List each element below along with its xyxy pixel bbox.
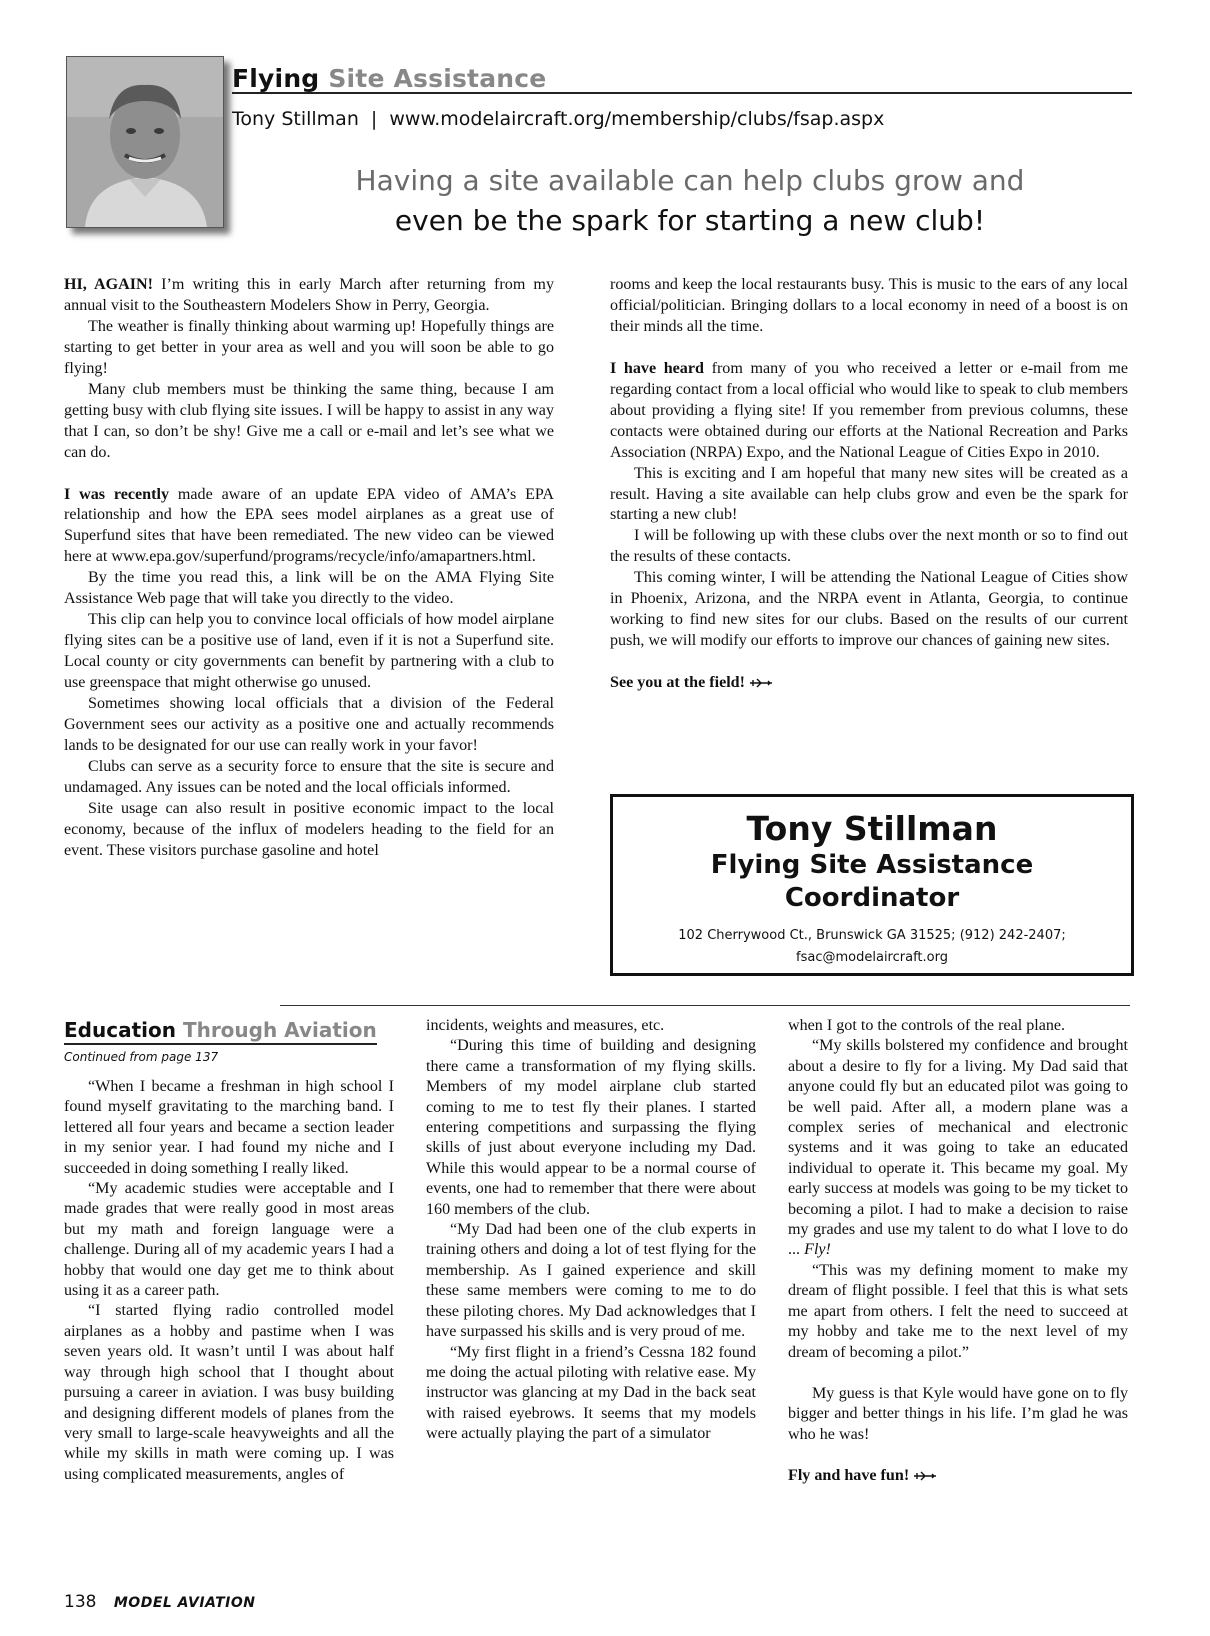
paragraph — [610, 359, 1128, 464]
author-photo — [66, 56, 224, 228]
paragraph: By the time you read this, a link will be on the AMA Flying Site Assistance Web page that will take you directly to the video. — [64, 569, 554, 608]
paragraph: I will be following up with these clubs over the next month or so to find out the results of these contacts. — [610, 527, 1128, 566]
paragraph-lead: HI, AGAIN! — [64, 276, 154, 293]
contact-address: 102 Cherrywood Ct., Brunswick GA 31525; (912) 242-2407; — [678, 928, 1066, 943]
paragraph: “My first flight in a friend’s Cessna 182 found me doing the actual piloting with relative ease. My instructor was glancing at my Dad in the back seat with raised eyebrows. It seems that my models were actually playing the part of a simulator — [426, 1343, 756, 1443]
column-url: www.modelaircraft.org/membership/clubs/fsap.aspx — [389, 108, 885, 130]
education-title-dark: Education — [64, 1018, 176, 1042]
paragraph: Sometimes showing local officials that a division of the Federal Government sees our activity as a positive one and actually recommends lands to be designated for our use can really work in your favor! — [64, 695, 554, 754]
paragraph: Many club members must be thinking the same thing, because I am getting busy with club flying site issues. I will be happy to assist in any way that I can, so don’t be shy! Give me a call or e-mail and let’s see what we can do. — [64, 380, 554, 461]
paragraph: “I started flying radio controlled model airplanes as a hobby and pastime when I was seven years old. It wasn’t until I was about half way through high school that I thought about pursuing a career in aviation. I was busy building and designing different models of planes from the very small to large-scale heavyweights and all the while my skills in math were coming up. I was using complicated measurements, angles of — [64, 1302, 394, 1483]
paragraph: “During this time of building and designing there came a transformation of my flying skills. Members of my model airplane club started coming to me to test fly their planes. I started entering competitions and surpassing the flying skills of just about everyone including my Dad. While this would appear to be a normal course of events, one had to remember that there were about 160 members of the club. — [426, 1037, 756, 1218]
contact-title-line2: Coordinator — [784, 883, 960, 913]
airplane-icon — [913, 1471, 937, 1481]
column-title-dark: Flying — [232, 64, 320, 93]
signoff — [788, 1466, 1128, 1486]
airplane-icon — [749, 678, 773, 688]
paragraph-text: from many of you who received a letter or e-mail from me regarding contact from a local official who would like to speak to club members about providing a flying site! If you remember from previous columns, these contacts were obtained during our efforts at the National Recreation and Parks Association (NRPA) Expo, and the National League of Cities Expo in 2010. — [610, 359, 1128, 461]
paragraph: This is exciting and I am hopeful that many new sites will be created as a result. Having a site available can help clubs grow and even be the spark for starting a new club! — [610, 464, 1128, 524]
paragraph: “When I became a freshman in high school I found myself gravitating to the marching band. I lettered all four years and became a section leader in my senior year. I had found my niche and I succeeded in doing something I really liked. — [64, 1078, 394, 1177]
education-title-gray: Through Aviation — [182, 1018, 377, 1042]
education-column-1 — [64, 1077, 394, 1485]
contact-box — [610, 794, 1134, 976]
paragraph: “This was my defining moment to make my dream of flight possible. I feel that this is what sets me apart from others. I felt the need to succeed at my hobby and take me to the next level of my dream of becoming a pilot.” — [788, 1261, 1128, 1361]
paragraph-italic: Fly! — [804, 1241, 831, 1259]
paragraph-text: I’m writing this in early March after returning from my annual visit to the Southeastern Modelers Show in Perry, Georgia. — [64, 276, 554, 314]
tagline-line1: Having a site available can help clubs grow and — [355, 164, 1025, 197]
paragraph — [64, 275, 554, 317]
tagline-line2: even be the spark for starting a new club! — [394, 204, 986, 237]
paragraph-text: made aware of an update EPA video of AMA’s EPA relationship and how the EPA sees model airplanes as a great use of Superfund sites that have been remediated. The new video can be viewed here at www.epa.gov/superfund/programs/recycle/info/amapartners.html. — [64, 485, 555, 566]
contact-email: fsac@modelaircraft.org — [796, 950, 948, 965]
paragraph — [64, 485, 554, 569]
magazine-name: MODEL AVIATION — [113, 1595, 256, 1611]
article-right-column — [610, 275, 1128, 694]
author-name: Tony Stillman — [232, 108, 359, 130]
header-rule — [232, 92, 1132, 94]
paragraph: when I got to the controls of the real plane. — [788, 1017, 1066, 1034]
paragraph-lead: I was recently — [64, 485, 170, 503]
contact-name: Tony Stillman — [746, 809, 998, 848]
paragraph: “My Dad had been one of the club experts in training others and doing a lot of test flying for the membership. As I gained experience and skill these same members were coming to me to do these piloting chores. My Dad acknowledges that I have surpassed his skills and is very proud of me. — [426, 1221, 756, 1341]
education-column-3 — [788, 1016, 1128, 1486]
paragraph — [788, 1036, 1128, 1260]
page-footer — [64, 1592, 255, 1612]
contact-title-line1: Flying Site Assistance — [710, 850, 1034, 880]
column-title — [232, 64, 546, 93]
page-number: 138 — [64, 1592, 97, 1612]
paragraph-text: “My skills bolstered my confidence and brought about a desire to fly for a living. My Dad said that anyone could fly but an educated pilot was going to be well paid. After all, a modern plane was a complex series of mechanical and electronic systems and it was going to take an educated individual to operate it. This became my goal. My early success at models was going to be my ticket to becoming a pilot. I had to make a decision to raise my grades and use my talent to do what I love to do ... — [788, 1037, 1128, 1259]
paragraph: rooms and keep the local restaurants busy. This is music to the ears of any local official/politician. Bringing dollars to a local economy in need of a boost is on their minds all the time. — [610, 276, 1128, 335]
paragraph: My guess is that Kyle would have gone on to fly bigger and better things in his life. I’m glad he was who he was! — [788, 1384, 1128, 1443]
paragraph: Site usage can also result in positive economic impact to the local economy, because of the influx of modelers heading to the field for an event. These visitors purchase gasoline and hotel — [64, 799, 554, 859]
paragraph: The weather is finally thinking about warming up! Hopefully things are starting to get better in your area as well and you will soon be able to go flying! — [64, 317, 554, 377]
column-title-gray: Site Assistance — [328, 64, 547, 93]
byline-separator: | — [370, 108, 378, 130]
paragraph: “My academic studies were acceptable and I made grades that were really good in most areas but my math and foreign language were a challenge. During all of my academic years I had a hobby that would one day get me to think about using it as a career path. — [64, 1180, 394, 1300]
article-left-column — [64, 275, 554, 862]
byline — [232, 108, 884, 130]
signoff-text: See you at the field! — [610, 674, 745, 692]
signoff-text: Fly and have fun! — [788, 1467, 910, 1484]
education-column-2 — [426, 1016, 756, 1445]
section-divider — [280, 1005, 1130, 1006]
paragraph-lead: I have heard — [610, 359, 704, 377]
paragraph: incidents, weights and measures, etc. — [426, 1017, 665, 1034]
paragraph: This clip can help you to convince local officials of how model airplane flying sites can be a positive use of land, even if it is not a Superfund site. Local county or city governments can benefit by partnering with a club to use greenspace that might otherwise go unused. — [64, 611, 554, 692]
paragraph: Clubs can serve as a security force to ensure that the site is secure and undamaged. Any issues can be noted and the local officials informed. — [64, 757, 554, 796]
education-title — [64, 1018, 377, 1045]
continued-note: Continued from page 137 — [64, 1050, 219, 1064]
signoff — [610, 673, 1128, 694]
paragraph: This coming winter, I will be attending the National League of Cities show in Phoenix, Arizona, and the NRPA event in Atlanta, Georgia, to continue working to find new sites for our clubs. Based on the results of our current push, we will modify our efforts to improve our chances of gaining new sites. — [610, 569, 1128, 650]
